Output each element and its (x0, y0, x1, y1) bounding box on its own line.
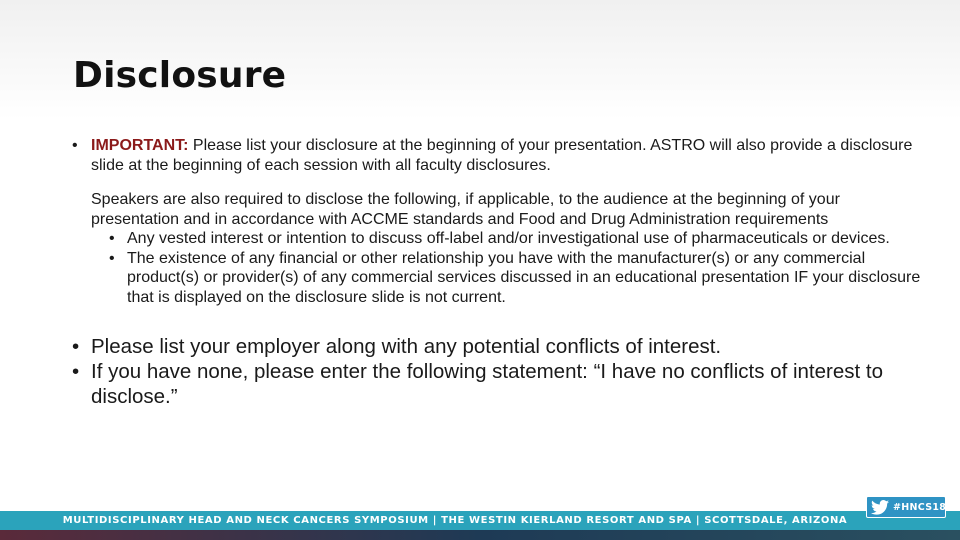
footer-text: MULTIDISCIPLINARY HEAD AND NECK CANCERS SYMPOSIUM | THE WESTIN KIERLAND RESORT AND SPA | SCOTTSDALE, ARIZONA (62, 515, 848, 526)
hashtag-badge (866, 496, 946, 518)
bullet-text: If you have none, please enter the following statement: “I have no conflicts of interest to disclose.” (91, 360, 883, 408)
bullet-no-conflicts (72, 359, 932, 409)
important-text: Please list your disclosure at the beginning of your presentation. ASTRO will also provide a disclosure slide at the beginning of each session with all faculty disclosures. (91, 137, 913, 174)
speakers-paragraph: Speakers are also required to disclose the following, if applicable, to the audience at the beginning of your presentation and in accordance with ACCME standards and Food and Drug Administration requirements (91, 191, 840, 228)
important-label: IMPORTANT: (91, 137, 189, 154)
spacer (72, 307, 932, 334)
sub-bullet-financial (72, 249, 932, 308)
bullet-dot: • (109, 230, 115, 247)
bullet-dot: • (72, 137, 78, 154)
bullet-dot: • (72, 360, 80, 383)
bullet-dot: • (72, 335, 80, 358)
twitter-bird-icon (871, 499, 889, 515)
bullet-dot: • (109, 249, 115, 267)
bullet-text: Please list your employer along with any potential conflicts of interest. (91, 335, 722, 358)
sub-bullet-off-label (72, 229, 932, 249)
hashtag-label: #HNCS18 (893, 501, 947, 513)
sub-bullet-text: Any vested interest or intention to discuss off-label and/or investigational use of pharmaceuticals or devices. (127, 230, 890, 247)
bullet-employer (72, 334, 932, 359)
footer-dark-strip (0, 530, 960, 540)
sub-bullet-text: The existence of any financial or other relationship you have with the manufacturer(s) or any commercial product(s) or provider(s) of any commercial services discussed in an educational presentation IF your disclosure that is displayed on the disclosure slide is not current. (127, 249, 921, 306)
bullet-important (72, 136, 932, 175)
page-title: Disclosure (73, 55, 287, 96)
slide-body (72, 136, 932, 409)
